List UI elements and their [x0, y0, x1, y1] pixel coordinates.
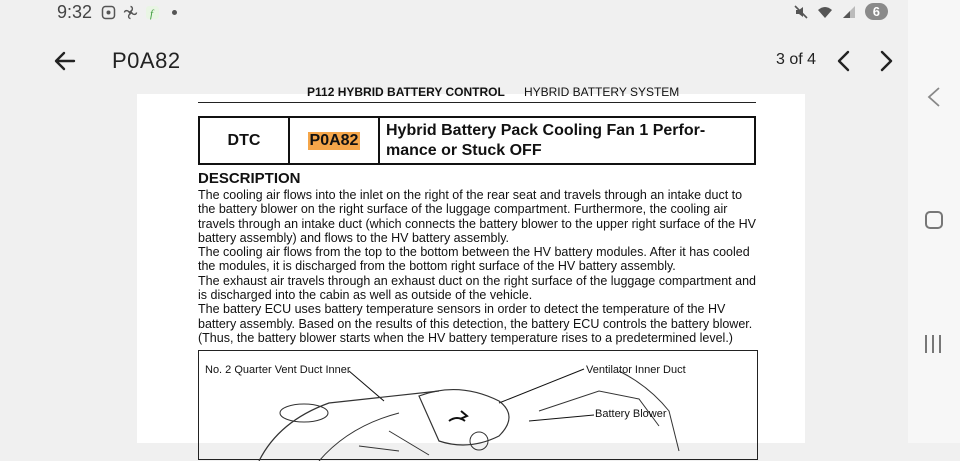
svg-text:f: f — [149, 7, 153, 20]
viewer-header — [0, 26, 908, 94]
system-home-button[interactable] — [925, 211, 943, 229]
chevron-right-icon — [876, 49, 896, 73]
description-paragraph: The exhaust air travels through an exhaust duct on the right surface of the luggage compartment and is discharged into the cabin as well as outside of the vehicle. — [198, 273, 756, 303]
wifi-icon — [817, 4, 833, 20]
status-bar — [0, 0, 908, 26]
arrow-left-icon — [52, 48, 78, 74]
app-f-icon — [144, 4, 160, 20]
screenshot-icon — [100, 4, 116, 20]
document-page — [137, 85, 805, 443]
dtc-title-line-1: Hybrid Battery Pack Cooling Fan 1 Perfor- — [386, 121, 706, 139]
cooling-diagram — [198, 350, 758, 460]
mute-icon — [793, 4, 809, 20]
dot-icon — [166, 4, 182, 20]
label-quarter-vent-duct: No. 2 Quarter Vent Duct Inner — [205, 364, 351, 376]
system-back-button[interactable] — [926, 86, 942, 108]
status-time: 9:32 — [57, 2, 93, 22]
dtc-title-line-2: mance or Stuck OFF — [386, 141, 542, 159]
description-body — [198, 188, 758, 345]
running-header-sub: HYBRID BATTERY SYSTEM — [523, 85, 680, 99]
document-title: P0A82 — [112, 48, 181, 73]
status-icons-left — [100, 4, 182, 20]
back-button[interactable] — [52, 48, 78, 74]
description-paragraph: The cooling air flows from the top to the bottom between the HV battery modules. After it has cooled the modules, it is discharged from the bottom right surface of the HV battery assembly. — [198, 245, 750, 274]
label-battery-blower: Battery Blower — [595, 408, 667, 420]
chevron-left-icon — [926, 86, 942, 108]
dtc-code-cell — [290, 118, 380, 163]
dtc-code-highlight: P0A82 — [309, 131, 359, 149]
next-match-button[interactable] — [876, 49, 896, 73]
status-icons-right — [793, 3, 888, 20]
page-counter: 3 of 4 — [776, 51, 817, 68]
fan-icon — [122, 4, 138, 20]
previous-match-button[interactable] — [834, 49, 854, 73]
header-rule — [198, 102, 756, 103]
system-recents-button[interactable] — [925, 335, 945, 353]
description-paragraph: The battery ECU uses battery temperature sensors in order to detect the temperature of the HV battery assembly. Based on the results of this detection, the battery ECU controls the battery blower. (Thus, the battery blower starts when the HV battery temperature rises to a predetermined level.) — [198, 302, 753, 345]
description-heading: DESCRIPTION — [198, 170, 301, 187]
page-running-header — [307, 85, 679, 99]
dtc-label-cell: DTC — [200, 118, 290, 163]
dtc-description-cell — [380, 118, 754, 163]
signal-icon — [841, 4, 857, 20]
description-paragraph: The cooling air flows into the inlet on the right of the rear seat and travels through an intake duct to the battery blower on the right surface of the luggage compartment. Furthermore, the cooling air travels through an intake duct (which connects the battery blower to the upper right surface of the HV battery assembly) and flows to the HV battery assembly. — [198, 188, 756, 245]
chevron-left-icon — [834, 49, 854, 73]
running-header-main: P112 HYBRID BATTERY CONTROL — [307, 85, 505, 99]
dtc-table — [198, 116, 756, 165]
system-nav-bar — [908, 0, 960, 443]
battery-indicator: 6 — [865, 3, 888, 20]
label-ventilator-duct: Ventilator Inner Duct — [586, 364, 686, 376]
